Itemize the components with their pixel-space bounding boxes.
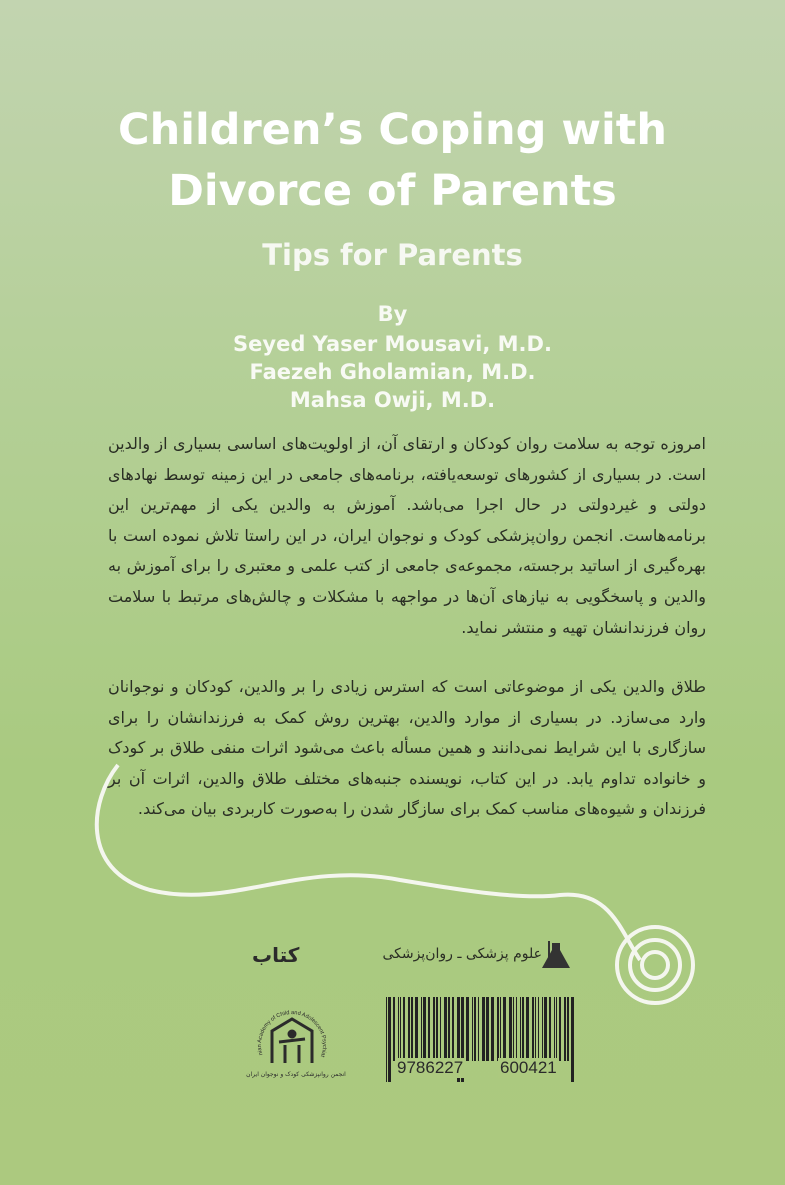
- barcode-bar: [472, 997, 473, 1061]
- barcode-bar: [556, 997, 557, 1061]
- barcode-bar: [509, 997, 512, 1061]
- barcode-bar: [564, 997, 566, 1061]
- barcode-bar: [559, 997, 561, 1061]
- spiral-icon: [617, 927, 693, 1003]
- barcode-bar: [423, 997, 426, 1061]
- academy-logo-icon: [272, 1019, 312, 1063]
- barcode-bar: [542, 997, 543, 1061]
- author: Faezeh Gholamian, M.D.: [249, 360, 536, 384]
- barcode-bar: [538, 997, 539, 1061]
- title-line-2: Divorce of Parents: [168, 166, 617, 216]
- barcode-bar: [433, 997, 435, 1061]
- barcode-bar: [393, 997, 395, 1061]
- barcode-bar: [513, 997, 514, 1061]
- barcode-bar: [403, 997, 405, 1061]
- barcode-bar: [440, 997, 441, 1061]
- barcode-bar: [482, 997, 485, 1061]
- barcode-bar: [526, 997, 529, 1061]
- barcode-bar: [421, 997, 422, 1061]
- barcode-bar: [448, 997, 450, 1061]
- barcode-bar: [535, 997, 536, 1061]
- title-line-1: Children’s Coping with: [118, 105, 667, 155]
- barcode-bar: [398, 997, 399, 1061]
- barcode-bar: [408, 997, 410, 1061]
- barcode-bar: [386, 997, 387, 1082]
- academy-logo-text: [0, 0, 327, 1058]
- category-text: علوم پزشکی ـ روان‌پزشکی: [382, 946, 542, 962]
- barcode-bar: [491, 997, 494, 1061]
- barcode-bar: [503, 997, 506, 1061]
- barcode-bar: [486, 997, 489, 1061]
- barcode-bar: [497, 997, 499, 1061]
- barcode-bar: [571, 997, 574, 1082]
- author: Seyed Yaser Mousavi, M.D.: [233, 332, 552, 356]
- barcode-bar: [500, 997, 501, 1061]
- barcode-bar: [415, 997, 418, 1061]
- barcode-bar: [567, 997, 569, 1061]
- barcode-bar: [388, 997, 391, 1082]
- by-label: By: [377, 302, 408, 326]
- barcode-bar: [474, 997, 476, 1061]
- barcode-bar: [428, 997, 430, 1061]
- category-label: [380, 940, 580, 968]
- isbn-left: 9786227: [397, 1058, 464, 1077]
- barcode-bar: [400, 997, 401, 1061]
- barcode-bar: [466, 997, 469, 1061]
- barcode-bar: [520, 997, 521, 1061]
- barcode-bar: [452, 997, 454, 1061]
- barcode-bar: [554, 997, 555, 1061]
- barcode-bar: [544, 997, 547, 1061]
- subtitle: Tips for Parents: [262, 238, 523, 272]
- barcode-bar: [549, 997, 551, 1061]
- blurb-paragraph: امروزه توجه به سلامت روان کودکان و ارتقای آن، از اولویت‌های اساسی بسیاری از والدین است. در بسیاری از کشورهای توسعه‌یافته، برنامه‌های جامعی در این زمینه توسط نهادهای دولتی و غیردولتی در حال اجرا می‌باشد. آموزش به والدین یکی از مهم‌ترین این برنامه‌هاست. انجمن روان‌پزشکی کودک و نوجوان ایران، در این راستا تلاش نموده است با بهره‌گیری از اساتید برجسته، مجموعه‌ی جامعی از کتب علمی و معتبری را برای آموزش به والدین و پاسخگویی به نیازهای آن‌ها در مواجهه با مشکلات و چالش‌های مرتبط با سلامت روان فرزندانشان تهیه و منتشر نماید.: [108, 434, 706, 637]
- blurb-paragraph: طلاق والدین یکی از موضوعاتی است که استرس زیادی را بر والدین، کودکان و نوجوانان وارد می‌سازد. در بسیاری از موارد والدین، بهترین روش کمک به فرزندانشان را برای سازگاری با این شرایط نمی‌دانند و همین مسأله باعث می‌شود اثرات منفی طلاق بر کودک و خانواده تداوم یابد. در این کتاب، نویسنده جنبه‌های مختلف طلاق والدین، اثرات آن بر فرزندان و شیوه‌های مناسب کمک برای سازگار شدن را به‌صورت کاربردی بیان می‌کند.: [108, 677, 706, 819]
- barcode-bar: [436, 997, 438, 1061]
- author: Mahsa Owji, M.D.: [289, 388, 496, 412]
- barcode-bar: [532, 997, 534, 1061]
- divider: [548, 941, 550, 967]
- academy-logo-text-path: nian Academy of Child and Adolescent Psychiat: [256, 1010, 328, 1058]
- barcode-bar: [478, 997, 479, 1061]
- barcode-bar: [411, 997, 413, 1061]
- barcode-bar: [522, 997, 524, 1061]
- isbn-right: 600421: [500, 1058, 557, 1077]
- barcode-bar: [516, 997, 517, 1061]
- publisher-logo: کتاب: [252, 943, 300, 967]
- academy-caption: انجمن روانپزشکی کودک و نوجوان ایران: [246, 1071, 346, 1078]
- barcode-bar: [444, 997, 447, 1061]
